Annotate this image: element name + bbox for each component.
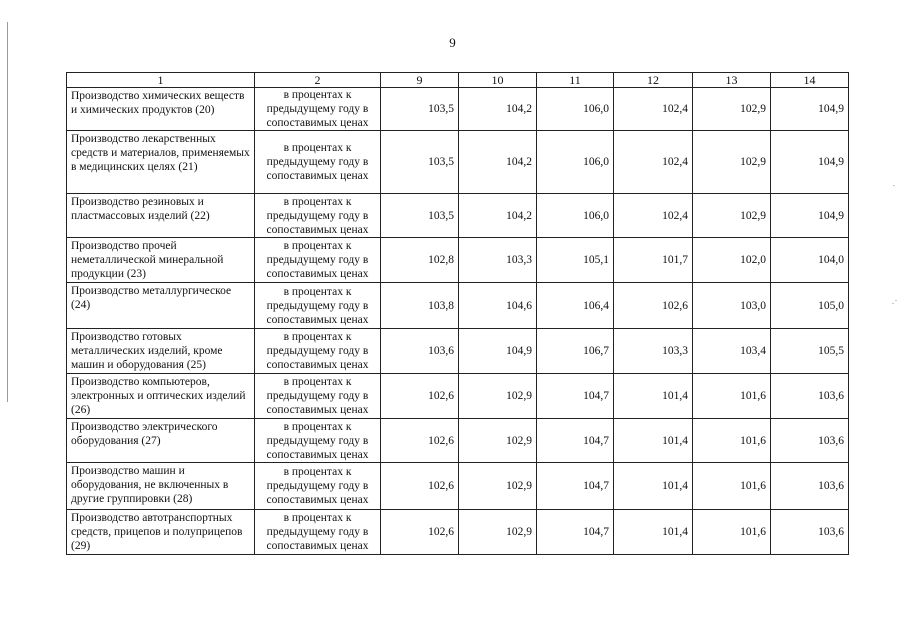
table-row [67, 283, 849, 329]
column-header: 10 [459, 73, 537, 88]
value-cell: 102,6 [614, 283, 693, 329]
indicator-name-cell: Производство лекарственных средств и материалов, применяемых в медицинских целях (21) [67, 131, 255, 194]
value-cell: 104,0 [771, 238, 849, 283]
value-cell: 103,6 [771, 510, 849, 555]
table-row [67, 88, 849, 131]
value-cell: 103,3 [459, 238, 537, 283]
value-cell: 106,4 [537, 283, 614, 329]
value-cell: 102,4 [614, 88, 693, 131]
column-header: 14 [771, 73, 849, 88]
unit-cell: в процентах к предыдущему году в сопоставимых ценах [255, 374, 381, 419]
value-cell: 102,9 [459, 419, 537, 463]
value-cell: 102,9 [693, 131, 771, 194]
value-cell: 104,9 [459, 329, 537, 374]
scan-margin-line [7, 22, 8, 402]
value-cell: 103,5 [381, 131, 459, 194]
value-cell: 102,8 [381, 238, 459, 283]
table-row [67, 463, 849, 510]
column-header: 12 [614, 73, 693, 88]
table-row [67, 374, 849, 419]
value-cell: 101,6 [693, 419, 771, 463]
table-row [67, 329, 849, 374]
value-cell: 106,0 [537, 131, 614, 194]
scan-speck [892, 303, 894, 304]
value-cell: 103,4 [693, 329, 771, 374]
value-cell: 101,6 [693, 463, 771, 510]
scan-speck [893, 185, 895, 186]
value-cell: 106,7 [537, 329, 614, 374]
value-cell: 101,4 [614, 463, 693, 510]
column-header: 2 [255, 73, 381, 88]
indicator-name-cell: Производство машин и оборудования, не включенных в другие группировки (28) [67, 463, 255, 510]
unit-cell: в процентах к предыдущему году в сопоставимых ценах [255, 238, 381, 283]
unit-cell: в процентах к предыдущему году в сопоставимых ценах [255, 194, 381, 238]
indicators-table [66, 72, 849, 555]
unit-cell: в процентах к предыдущему году в сопоставимых ценах [255, 463, 381, 510]
unit-cell: в процентах к предыдущему году в сопоставимых ценах [255, 131, 381, 194]
value-cell: 102,9 [693, 88, 771, 131]
indicator-name-cell: Производство химических веществ и химических продуктов (20) [67, 88, 255, 131]
value-cell: 104,9 [771, 194, 849, 238]
value-cell: 103,3 [614, 329, 693, 374]
value-cell: 104,7 [537, 510, 614, 555]
value-cell: 105,5 [771, 329, 849, 374]
value-cell: 103,0 [693, 283, 771, 329]
value-cell: 104,2 [459, 194, 537, 238]
value-cell: 102,4 [614, 131, 693, 194]
indicator-name-cell: Производство металлургическое (24) [67, 283, 255, 329]
unit-cell: в процентах к предыдущему году в сопоставимых ценах [255, 283, 381, 329]
indicator-name-cell: Производство резиновых и пластмассовых изделий (22) [67, 194, 255, 238]
value-cell: 103,5 [381, 88, 459, 131]
unit-cell: в процентах к предыдущему году в сопоставимых ценах [255, 329, 381, 374]
value-cell: 104,9 [771, 88, 849, 131]
value-cell: 104,6 [459, 283, 537, 329]
table-row [67, 194, 849, 238]
unit-cell: в процентах к предыдущему году в сопоставимых ценах [255, 88, 381, 131]
header-row [67, 73, 849, 88]
unit-cell: в процентах к предыдущему году в сопоставимых ценах [255, 419, 381, 463]
value-cell: 106,0 [537, 88, 614, 131]
column-header: 11 [537, 73, 614, 88]
value-cell: 102,4 [614, 194, 693, 238]
value-cell: 102,6 [381, 419, 459, 463]
value-cell: 101,7 [614, 238, 693, 283]
column-header: 1 [67, 73, 255, 88]
value-cell: 102,6 [381, 374, 459, 419]
value-cell: 103,6 [771, 419, 849, 463]
column-header: 9 [381, 73, 459, 88]
indicator-name-cell: Производство прочей неметаллической минеральной продукции (23) [67, 238, 255, 283]
indicator-name-cell: Производство электрического оборудования (27) [67, 419, 255, 463]
value-cell: 104,2 [459, 131, 537, 194]
value-cell: 104,9 [771, 131, 849, 194]
value-cell: 101,4 [614, 510, 693, 555]
unit-cell: в процентах к предыдущему году в сопоставимых ценах [255, 510, 381, 555]
indicator-name-cell: Производство компьютеров, электронных и оптических изделий (26) [67, 374, 255, 419]
value-cell: 102,6 [381, 463, 459, 510]
value-cell: 102,9 [459, 510, 537, 555]
value-cell: 103,6 [381, 329, 459, 374]
value-cell: 101,4 [614, 419, 693, 463]
value-cell: 101,6 [693, 374, 771, 419]
value-cell: 102,0 [693, 238, 771, 283]
scan-speck [895, 300, 897, 301]
table-row [67, 238, 849, 283]
value-cell: 105,1 [537, 238, 614, 283]
value-cell: 102,9 [693, 194, 771, 238]
value-cell: 103,5 [381, 194, 459, 238]
value-cell: 102,6 [381, 510, 459, 555]
value-cell: 103,8 [381, 283, 459, 329]
table-row [67, 419, 849, 463]
value-cell: 103,6 [771, 463, 849, 510]
table-row [67, 131, 849, 194]
value-cell: 104,2 [459, 88, 537, 131]
value-cell: 102,9 [459, 463, 537, 510]
value-cell: 103,6 [771, 374, 849, 419]
value-cell: 104,7 [537, 419, 614, 463]
value-cell: 101,4 [614, 374, 693, 419]
column-header: 13 [693, 73, 771, 88]
indicator-name-cell: Производство автотранспортных средств, прицепов и полуприцепов (29) [67, 510, 255, 555]
indicator-name-cell: Производство готовых металлических изделий, кроме машин и оборудования (25) [67, 329, 255, 374]
value-cell: 104,7 [537, 463, 614, 510]
value-cell: 101,6 [693, 510, 771, 555]
page-number: 9 [449, 35, 456, 50]
value-cell: 106,0 [537, 194, 614, 238]
value-cell: 105,0 [771, 283, 849, 329]
value-cell: 104,7 [537, 374, 614, 419]
table-row [67, 510, 849, 555]
value-cell: 102,9 [459, 374, 537, 419]
